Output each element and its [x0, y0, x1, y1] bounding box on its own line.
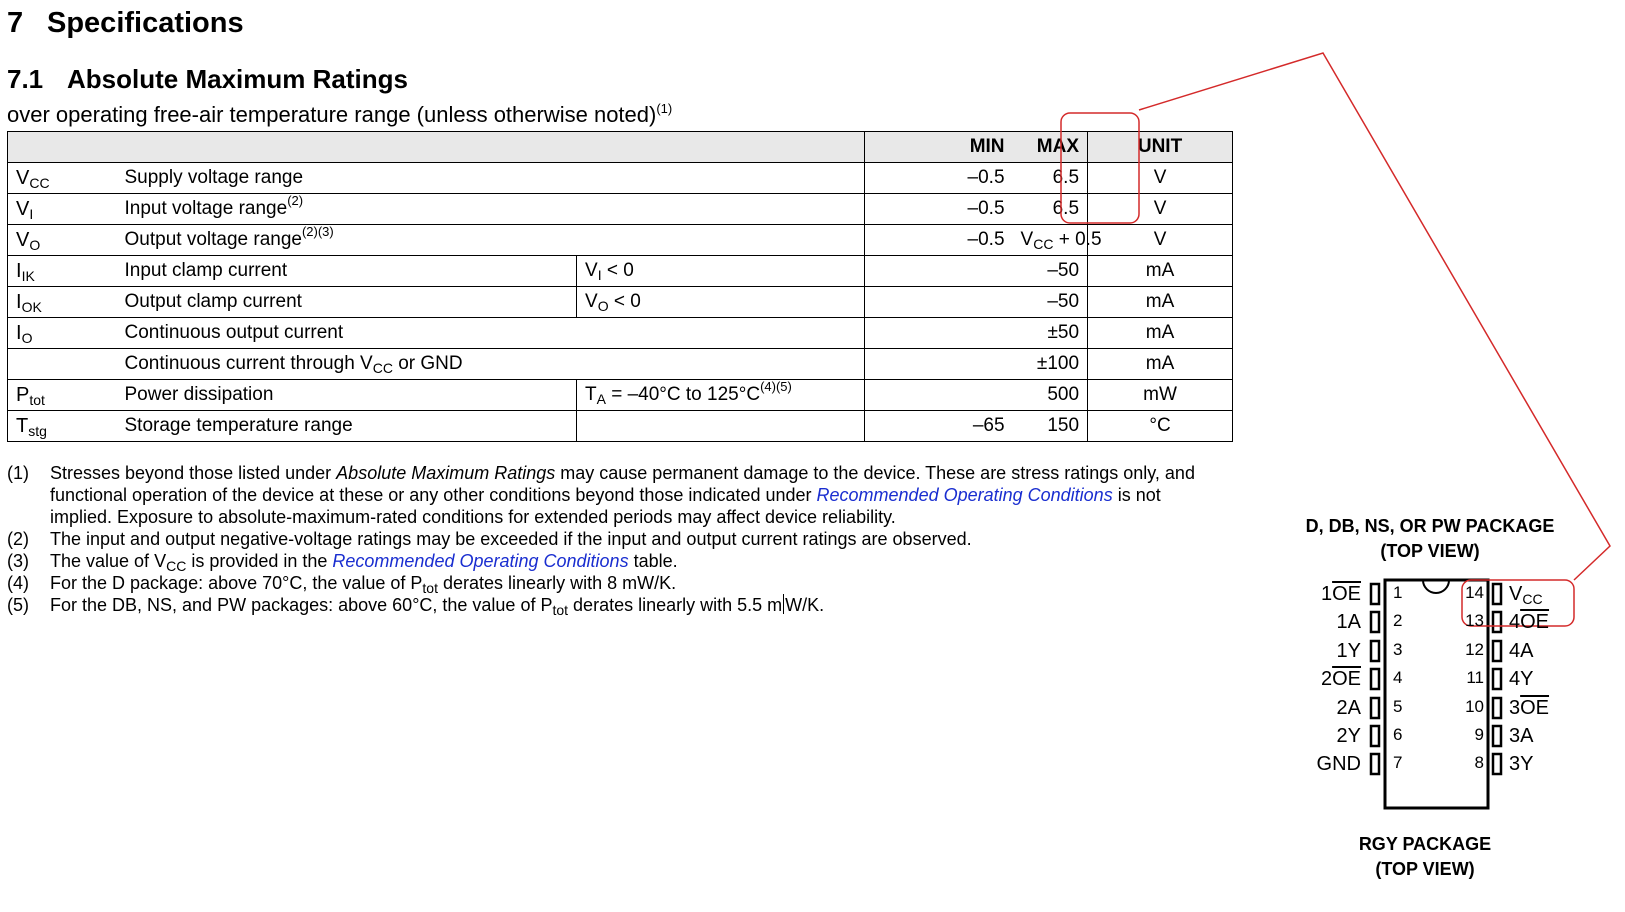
pin-number: 8	[1474, 753, 1484, 772]
pin-name: V	[1509, 583, 1523, 605]
pin-number: 14	[1465, 583, 1484, 602]
pin-number: 6	[1393, 725, 1403, 744]
max-cell: 500	[1013, 380, 1088, 411]
footnote-part: The input and output negative-voltage ratings may be exceeded if the input and output current ratings are observed.	[50, 529, 972, 549]
pin-label	[1337, 725, 1361, 747]
pin-number: 7	[1393, 753, 1403, 772]
pin-pad	[1493, 698, 1501, 718]
footnote-part: is provided in the	[186, 551, 333, 571]
unit-cell: V	[1088, 163, 1233, 194]
pin-number: 12	[1465, 640, 1484, 659]
pin-name: 2Y	[1336, 725, 1361, 747]
footnote-number: (5)	[7, 595, 29, 615]
pin-name: 4A	[1509, 640, 1534, 662]
pin-prefix: 4	[1509, 611, 1521, 633]
pin-right	[1509, 696, 1549, 720]
unit-cell: mA	[1088, 318, 1233, 349]
pin-pad	[1371, 698, 1379, 718]
footnote-number: (2)	[7, 529, 29, 549]
max-cell: –50	[1013, 287, 1088, 318]
symbol-sub: O	[21, 329, 33, 346]
footnote-sub: tot	[422, 580, 438, 596]
max-sym: V	[1020, 229, 1034, 250]
pin-right	[1509, 667, 1533, 691]
symbol-sub: I	[29, 205, 34, 222]
pin-label	[1509, 583, 1543, 605]
max-sub: CC	[1033, 236, 1054, 252]
unit-cell: °C	[1088, 411, 1233, 442]
symbol: I	[16, 321, 22, 344]
recommended-conditions-link[interactable]: Recommended Operating Conditions	[816, 485, 1113, 505]
pin-active-low: $\overline{OE}$	[1520, 697, 1550, 719]
pin-label	[1509, 753, 1533, 775]
parameter-text: Input voltage range	[124, 198, 288, 219]
subtitle-text: over operating free-air temperature range (unless otherwise noted)	[7, 102, 657, 127]
pin-number: 1	[1393, 583, 1403, 602]
recommended-conditions-link[interactable]: Recommended Operating Conditions	[332, 551, 629, 571]
pin-pad	[1493, 754, 1501, 774]
pin-left	[1291, 610, 1361, 634]
footnote-sub: tot	[552, 602, 569, 618]
pin-right	[1509, 724, 1533, 748]
symbol-sub: CC	[29, 174, 50, 191]
symbol: V	[16, 228, 30, 251]
annotation-connector	[1139, 53, 1610, 580]
symbol: P	[16, 383, 30, 406]
package-title-line1: D, DB, NS, OR PW PACKAGE	[1305, 516, 1555, 536]
pin-name: 1A	[1336, 611, 1361, 633]
pin-left	[1291, 639, 1361, 663]
pin-right	[1509, 610, 1549, 634]
pin-left	[1291, 724, 1361, 748]
pin-right	[1509, 752, 1533, 776]
footnote-part: Stresses beyond those listed under	[50, 463, 337, 483]
pin-right	[1509, 582, 1543, 606]
pin-pad	[1493, 612, 1501, 632]
footnote-sub: CC	[166, 558, 187, 574]
header-min: MIN	[865, 132, 1013, 163]
min-cell: –0.5	[865, 194, 1013, 225]
unit-cell: mW	[1088, 380, 1233, 411]
parameter-text: Storage temperature range	[124, 415, 353, 436]
subtitle-note-ref: (1)	[656, 101, 673, 116]
symbol-sub: stg	[28, 422, 47, 439]
pin-left	[1291, 582, 1361, 606]
pin-active-low: $\overline{OE}$	[1332, 583, 1361, 605]
symbol: V	[16, 166, 30, 189]
pin-prefix: 2	[1320, 668, 1333, 690]
pin-number: 5	[1393, 697, 1403, 716]
pin-pad	[1371, 726, 1379, 746]
pin-number: 10	[1465, 697, 1484, 716]
pin-active-low: $\overline{OE}$	[1520, 611, 1550, 633]
pin-sub: CC	[1522, 591, 1543, 607]
pin-prefix: 1	[1320, 583, 1333, 605]
pin-pad	[1371, 669, 1379, 689]
condition-note-ref: (4)(5)	[760, 379, 792, 394]
symbol: I	[16, 290, 22, 313]
pin-label	[1317, 753, 1361, 775]
pin-active-low: $\overline{OE}$	[1332, 668, 1361, 690]
footnote-part: derates linearly with 8 mW/K.	[438, 573, 677, 593]
rgy-title-line1: RGY PACKAGE	[1358, 834, 1492, 854]
parameter-text: Power dissipation	[124, 384, 274, 405]
rgy-title-line2: (TOP VIEW)	[1375, 859, 1475, 879]
pin-number: 13	[1465, 611, 1484, 630]
pin-pad	[1493, 584, 1501, 604]
unit-cell: V	[1088, 225, 1233, 256]
pin-pad	[1371, 754, 1379, 774]
footnote-part: derates linearly with 5.5 m	[568, 595, 783, 615]
parameter-text: Continuous current through V	[124, 353, 373, 374]
pin-label	[1509, 668, 1533, 690]
symbol-sub: O	[29, 236, 41, 253]
condition-sub: O	[597, 298, 609, 314]
max-cell: 6.5	[1013, 194, 1088, 225]
unit-cell: mA	[1088, 256, 1233, 287]
pin-pad	[1493, 669, 1501, 689]
pin-number: 2	[1393, 611, 1403, 630]
parameter-text: Output voltage range	[124, 229, 302, 250]
condition-text: < 0	[608, 291, 641, 312]
pin-number: 4	[1393, 668, 1403, 687]
section-number: 7	[7, 7, 24, 39]
pin-pad	[1493, 641, 1501, 661]
max-cell: –50	[1013, 256, 1088, 287]
pin-name: 3A	[1509, 725, 1534, 747]
pin-name: 1Y	[1336, 640, 1361, 662]
pin-label	[1509, 611, 1549, 633]
unit-cell: mA	[1088, 349, 1233, 380]
footnote-number: (1)	[7, 463, 29, 483]
footnote-number: (4)	[7, 573, 29, 593]
pin-name: GND	[1316, 753, 1361, 775]
condition-text: < 0	[601, 260, 634, 281]
pin-label	[1321, 668, 1361, 690]
parameter-text: Supply voltage range	[124, 167, 304, 188]
package-title-line2: (TOP VIEW)	[1380, 541, 1480, 561]
pin-left	[1291, 667, 1361, 691]
condition-sub: I	[597, 267, 602, 283]
parameter-text: Output clamp current	[124, 291, 302, 312]
parameter-text-post: or GND	[392, 353, 463, 374]
pin-prefix: 3	[1509, 697, 1521, 719]
parameter-text: Continuous output current	[124, 322, 344, 343]
pin-label	[1509, 640, 1533, 662]
pin-label	[1337, 640, 1361, 662]
annotation-box-max	[1061, 113, 1139, 223]
pin-pad	[1371, 612, 1379, 632]
pin-label	[1509, 697, 1549, 719]
pin-label	[1321, 583, 1361, 605]
condition-text: = –40°C to 125°C	[605, 384, 761, 405]
pin-name: 3Y	[1509, 753, 1534, 775]
pin-left	[1291, 696, 1361, 720]
condition-sub: A	[596, 391, 606, 407]
symbol-sub: IK	[21, 267, 35, 284]
max-cell: 150	[1013, 411, 1088, 442]
pin-name: 2A	[1336, 697, 1361, 719]
parameter-text: Input clamp current	[124, 260, 288, 281]
header-unit: UNIT	[1088, 132, 1233, 163]
parameter-sub: CC	[372, 360, 393, 376]
note-ref: (2)(3)	[301, 224, 334, 239]
pin-pad	[1493, 726, 1501, 746]
pin-label	[1509, 725, 1533, 747]
min-cell: –0.5	[865, 163, 1013, 194]
pin-number: 9	[1474, 725, 1484, 744]
unit-cell: mA	[1088, 287, 1233, 318]
unit-cell: V	[1088, 194, 1233, 225]
pin-pad	[1371, 584, 1379, 604]
pin-right	[1509, 639, 1533, 663]
pin-number: 3	[1393, 640, 1403, 659]
max-cell: 6.5	[1013, 163, 1088, 194]
condition-sym: V	[585, 291, 598, 312]
footnote-part: table.	[628, 551, 678, 571]
min-cell: –0.5	[865, 225, 1013, 256]
max-cell: ±100	[1013, 349, 1088, 380]
pin-label	[1337, 697, 1361, 719]
footnote-part: W/K.	[785, 595, 825, 615]
footnote-part: is not implied. Exposure to absolute-maximum-rated conditions for extended periods may affect device reliability.	[50, 485, 1161, 527]
footnote-part: For the D package: above 70°C, the value of P	[50, 573, 423, 593]
pin-pad	[1371, 641, 1379, 661]
symbol: T	[16, 414, 29, 437]
condition-sym: T	[585, 384, 597, 405]
symbol: I	[16, 259, 22, 282]
footnote-part: The value of V	[50, 551, 167, 571]
min-cell: –65	[865, 411, 1013, 442]
section-title: Specifications	[47, 7, 244, 39]
pin-left	[1291, 752, 1361, 776]
footnote-italic: Absolute Maximum Ratings	[336, 463, 556, 483]
max-post: + 0.5	[1053, 229, 1102, 250]
symbol-sub: OK	[21, 298, 42, 315]
footnote-part: For the DB, NS, and PW packages: above 60°C, the value of P	[50, 595, 553, 615]
symbol-sub: tot	[29, 391, 45, 408]
footnote-number: (3)	[7, 551, 29, 571]
pin-label	[1337, 611, 1361, 633]
footnote-part: may cause permanent damage to the device. These are stress ratings only, and functional operation of the device at these or any other conditions beyond those indicated under	[50, 463, 1195, 505]
pin-name: 4Y	[1509, 668, 1534, 690]
condition-sym: V	[585, 260, 598, 281]
max-cell: ±50	[1013, 318, 1088, 349]
note-ref: (2)	[287, 193, 304, 208]
pin-number: 11	[1466, 668, 1484, 687]
subsection-title: Absolute Maximum Ratings	[67, 64, 408, 94]
subsection-number: 7.1	[7, 64, 44, 94]
header-max: MAX	[1013, 132, 1088, 163]
symbol: V	[16, 197, 30, 220]
